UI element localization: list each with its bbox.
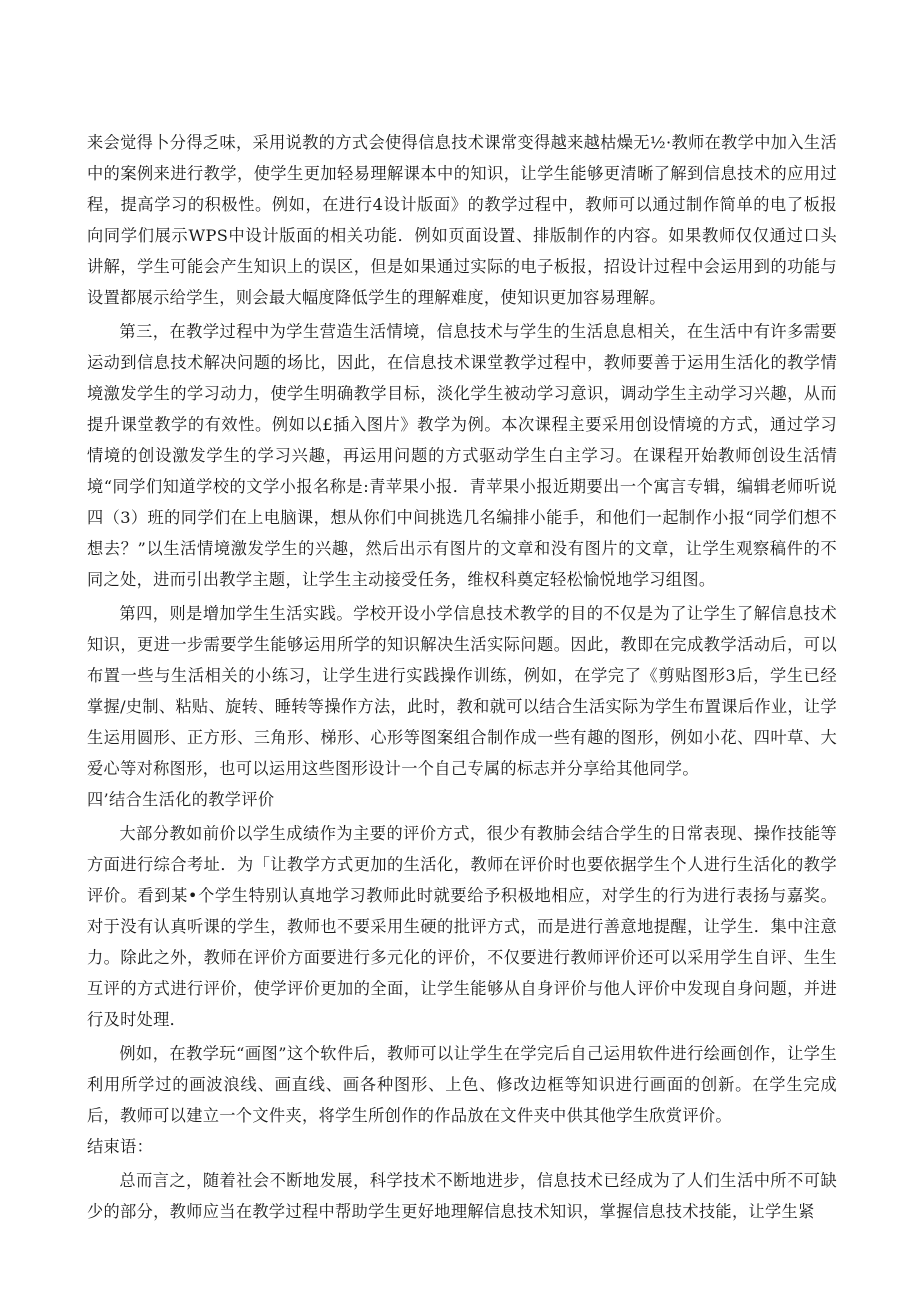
section-heading-evaluation: 四’结合生活化的教学评价	[87, 790, 275, 809]
document-page	[87, 127, 837, 1227]
paragraph-fourth-point: 第四，则是增加学生生活实践。学校开设小学信息技术教学的目的不仅是为了让学生了解信息技术知识，更进一步需要学生能够运用所学的知识解决生活实际问题。因此，教即在完成教学活动后，可以布置一些与生活相关的小练习，让学生进行实践操作训练，例如，在学完了《剪贴图形3后，学生已经掌握/史制、粘贴、旋转、睡转等操作方法，此时，教和就可以结合生活实际为学生布置课后作业，让学生运用圆形、正方形、三角形、梯形、心形等图案组合制作成一些有趣的图形，例如小花、四叶草、大爱心等对称图形，也可以运用这些图形设计一个自己专属的标志并分享给其他同学。	[87, 604, 837, 778]
paragraph-continuation: 来会觉得卜分得乏味，采用说教的方式会使得信息技术课常变得越来越枯燥无½·教师在教学中加入生活中的案例来进行教学，使学生更加轻易理解课本中的知识，让学生能够更清晰了解到信息技术的应用过程，提高学习的积极性。例如，在进行4设计版面》的教学过程中，教师可以通过制作简单的电了板报向同学们展示WPS中设计版面的相关功能．例如页面设置、排版制作的内容。如果教师仅仅通过口头讲解，学生可能会产生知识上的误区，但是如果通过实际的电子板报，招设计过程中会运用到的功能与设置都展示给学生，则会最大幅度降低学生的理解难度，使知识更加容易理解。	[87, 133, 837, 307]
paragraph-third-point: 第三，在教学过程中为学生营造生活情境，信息技术与学生的生活息息相关，在生活中有许多需要运动到信息技术解决问题的场比，因此，在信息技术课堂教学过程中，教师要善于运用生活化的教学情境激发学生的学习动力，使学生明确教学目标，淡化学生被动学习意识，调动学生主动学习兴趣，从而提升课堂教学的有效性。例如以£插入图片》教学为例。本次课程主要采用创设情境的方式，通过学习情境的创设激发学生的学习兴趣，再运用问题的方式驱动学生白主学习。在课程开始教师创设生活情境“同学们知道学校的文学小报名称是:青苹果小报．青苹果小报近期要出一个寓言专辑，编辑老师听说四（3）班的同学们在上电脑课，想从你们中间挑选几名编排小能手，和他们一起制作小报“同学们想不想去？”以生活情境激发学生的兴趣，然后出示有图片的文章和没有图片的文章，让学生观察稿件的不同之处，进而引出教学主题，让学生主动接受任务，维权科奠定轻松愉悦地学习组图。	[87, 322, 837, 589]
paragraph-evaluation: 大部分教如前价以学生成绩作为主要的评价方式，很少有教肺会结合学生的日常表现、操作技能等方面进行综合考址．为「让教学方式更加的生活化，教师在评价时也要依据学生个人进行生活化的教学评价。看到某•个学生特别认真地学习教师此时就要给予积极地相应，对学生的行为进行表扬与嘉奖。对于没有认真听课的学生，教师也不要采用生硬的批评方式，而是进行善意地提醒，让学生．集中注意力。除此之外，教师在评价方面要进行多元化的评价，不仅要进行教师评价还可以采用学生自评、生生互评的方式进行评价，使学评价更加的全面，让学生能够从自身评价与他人评价中发现自身问题，并进行及时处理．	[87, 824, 837, 1029]
paragraph-example: 例如，在教学玩“画图”这个软件后，教师可以让学生在学完后自己运用软件进行绘画创作，让学生利用所学过的画波浪线、画直线、画各种图形、上色、修改边框等知识进行画面的创新。在学生完成后，教师可以建立一个文件夹，将学生所创作的作品放在文件夹中供其他学生欣赏评价。	[87, 1044, 837, 1125]
section-heading-conclusion: 结束语：	[87, 1137, 154, 1156]
paragraph-conclusion: 总而言之，随着社会不断地发展，科学技术不断地进步，信息技术已经成为了人们生活中所不可缺少的部分，教师应当在教学过程中帮助学生更好地理解信息技术知识，掌握信息技术技能，让学生紧	[87, 1171, 837, 1221]
